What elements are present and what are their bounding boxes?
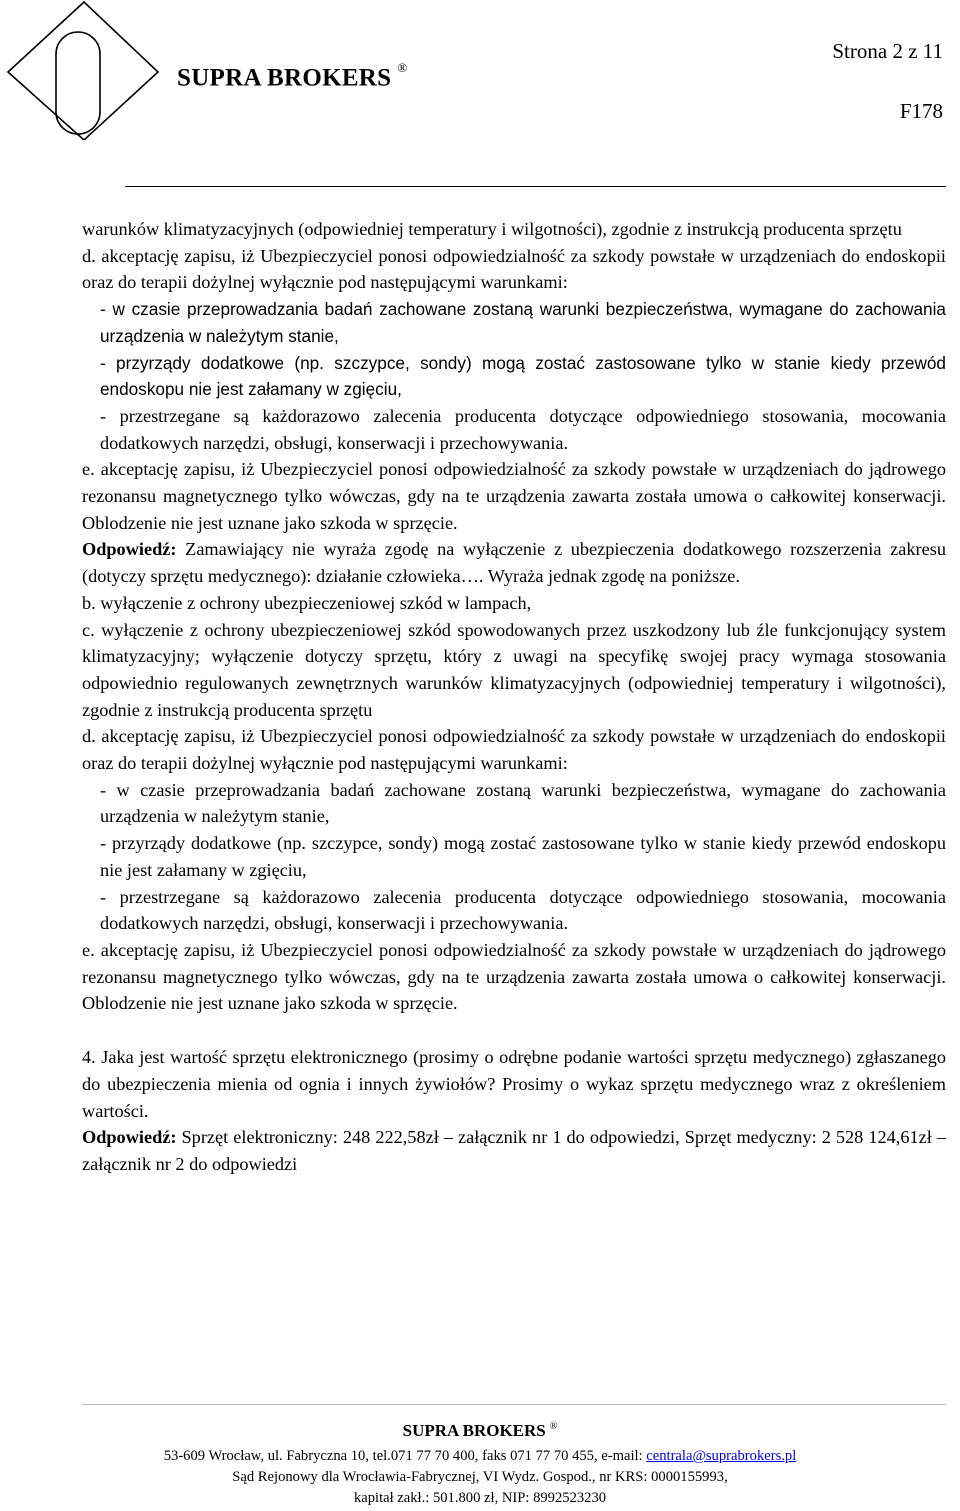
- list-item: - przestrzegane są każdorazowo zalecenia producenta dotyczące odpowiedniego stosowania, mocowania dodatkowych narzędzi, obsługi, konserwacji i przechowywania.: [100, 405, 946, 453]
- document-code: F178: [899, 99, 943, 123]
- list-item: - przestrzegane są każdorazowo zalecenia producenta dotyczące odpowiedniego stosowania, mocowania dodatkowych narzędzi, obsługi, konserwacji i przechowywania.: [100, 886, 946, 934]
- answer-paragraph: Odpowiedź: Sprzęt elektroniczny: 248 222,58zł – załącznik nr 1 do odpowiedzi, Sprzęt medyczny: 2 528 124,61zł – załącznik nr 2 do odpowiedzi: [82, 1127, 946, 1174]
- spacer: [82, 1017, 946, 1044]
- email-link[interactable]: centrala@suprabrokers.pl: [646, 1448, 797, 1464]
- header-brand: SUPRA BROKERS ®: [177, 60, 408, 92]
- paragraph: e. akceptację zapisu, iż Ubezpieczyciel ponosi odpowiedzialność za szkody powstałe w urządzeniach do jądrowego rezonansu magnetycznego tylko wówczas, gdy na te urządzenia zawarta została umowa o całkowitej konserwacji. Oblodzenie nie jest uznane jako szkoda w sprzęcie.: [82, 939, 946, 1014]
- answer-label: Odpowiedź:: [82, 1127, 177, 1148]
- list-item: - w czasie przeprowadzania badań zachowane zostaną warunki bezpieczeństwa, wymagane do zachowania urządzenia w należytym stanie,: [100, 299, 946, 346]
- paragraph: b. wyłączenie z ochrony ubezpieczeniowej szkód w lampach,: [82, 592, 532, 613]
- document-body: [82, 216, 946, 1178]
- footer-court-info: Sąd Rejonowy dla Wrocławia-Fabrycznej, VI Wydz. Gospod., nr KRS: 0000155993,: [232, 1469, 728, 1485]
- paragraph: d. akceptację zapisu, iż Ubezpieczyciel ponosi odpowiedzialność za szkody powstałe w urządzeniach do endoskopii oraz do terapii dożylnej wyłącznie pod następującymi warunkami:: [82, 245, 946, 293]
- footer-capital-info: kapitał zakł.: 501.800 zł, NIP: 8992523230: [353, 1490, 607, 1506]
- list-item: - przyrządy dodatkowe (np. szczypce, sondy) mogą zostać zastosowane tylko w stanie kiedy przewód endoskopu nie jest załamany w zgięciu,: [100, 833, 946, 880]
- registered-mark: ®: [397, 60, 408, 75]
- answer-paragraph: Odpowiedź: Zamawiający nie wyraża zgodę na wyłączenie z ubezpieczenia dodatkowego rozszerzenia zakresu (dotyczy sprzętu medycznego): działanie człowieka…. Wyraża jednak zgodę na poniższe.: [82, 539, 946, 587]
- registered-mark: ®: [549, 1421, 558, 1433]
- answer-label: Odpowiedź:: [82, 539, 177, 560]
- paragraph: warunków klimatyzacyjnych (odpowiedniej temperatury i wilgotności), zgodnie z instrukcją producenta sprzętu: [82, 219, 902, 239]
- header-divider: [125, 186, 946, 187]
- footer-brand: SUPRA BROKERS ®: [402, 1421, 558, 1440]
- footer-divider: [82, 1404, 946, 1405]
- paragraph: c. wyłączenie z ochrony ubezpieczeniowej szkód spowodowanych przez uszkodzony lub źle funkcjonujący system klimatyzacyjny; wyłączenie dotyczy sprzętu, który z uwagi na specyfikę swojej pracy wymaga stosowania odpowiednio regulowanych zewnętrznych warunków klimatyzacyjnych (odpowiedniej temperatury i wilgotności), zgodnie z instrukcją producenta sprzętu: [82, 619, 946, 720]
- question-paragraph: 4. Jaka jest wartość sprzętu elektronicznego (prosimy o odrębne podanie wartości sprzętu medycznego) zgłaszanego do ubezpieczenia mienia od ognia i innych żywiołów? Prosimy o wykaz sprzętu medycznego wraz z określeniem wartości.: [82, 1047, 946, 1121]
- paragraph: e. akceptację zapisu, iż Ubezpieczyciel ponosi odpowiedzialność za szkody powstałe w urządzeniach do jądrowego rezonansu magnetycznego tylko wówczas, gdy na te urządzenia zawarta została umowa o całkowitej konserwacji. Oblodzenie nie jest uznane jako szkoda w sprzęcie.: [82, 459, 946, 533]
- list-item: - przyrządy dodatkowe (np. szczypce, sondy) mogą zostać zastosowane tylko w stanie kiedy przewód endoskopu nie jest załamany w zgięciu,: [100, 352, 946, 400]
- list-item: - w czasie przeprowadzania badań zachowane zostaną warunki bezpieczeństwa, wymagane do zachowania urządzenia w należytym stanie,: [100, 779, 946, 827]
- company-logo: [0, 0, 160, 140]
- footer-address: 53-609 Wrocław, ul. Fabryczna 10, tel.071 77 70 400, faks 071 77 70 455, e-mail: centrala@suprabrokers.pl: [163, 1448, 797, 1464]
- paragraph: d. akceptację zapisu, iż Ubezpieczyciel ponosi odpowiedzialność za szkody powstałe w urządzeniach do endoskopii oraz do terapii dożylnej wyłącznie pod następującymi warunkami:: [82, 726, 946, 774]
- page-number: Strona 2 z 11: [832, 39, 943, 63]
